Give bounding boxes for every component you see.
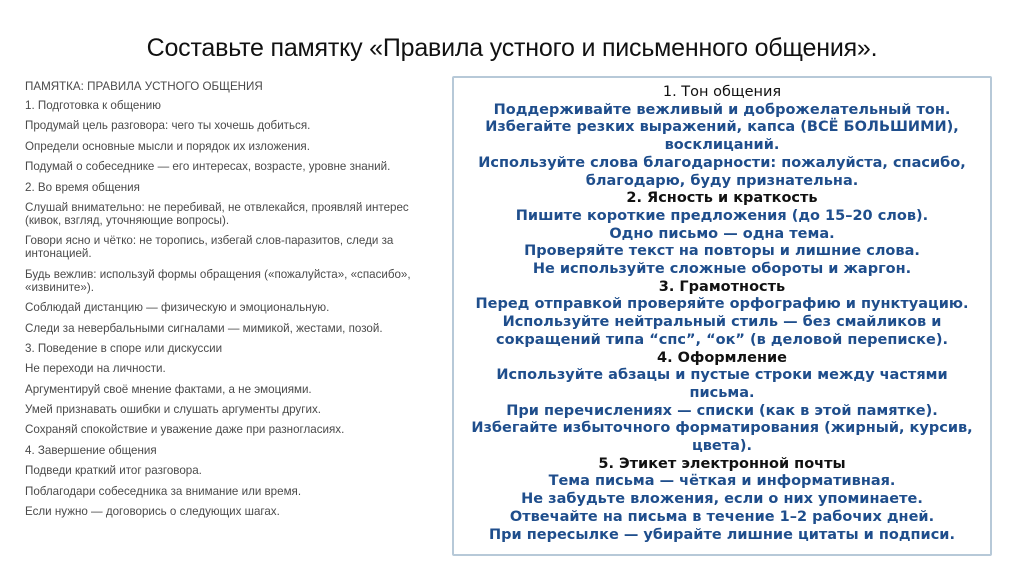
section-line: Используйте нейтральный стиль — без смайликов и сокращений типа “спс”, “ок” (в деловой переписке). [496,314,948,348]
section-line: Не используйте сложные обороты и жаргон. [532,261,912,278]
section-line: Используйте слова благодарности: пожалуйста, спасибо, благодарю, буду признательна. [478,154,966,189]
oral-rule-item: Подведи краткий итог разговора. [25,464,202,478]
oral-rule-item: Умей признавать ошибки и слушать аргументы других. [25,403,321,417]
section-line: Поддерживайте вежливый и доброжелательный тон. [493,101,951,118]
section-line: Проверяйте текст на повторы и лишние слова. [524,243,920,260]
section-line: Отвечайте на письма в течение 1–2 рабочих дней. [509,508,935,525]
oral-rule-item: Подумай о собеседнике — его интересах, возрасте, уровне знаний. [25,160,391,174]
oral-rule-item: 1. Подготовка к общению [25,99,161,112]
oral-rule-item: Поблагодари собеседника за внимание или время. [25,484,302,498]
slide-title: Составьте памятку «Правила устного и письменного общения». [146,34,878,62]
written-rules-box [452,76,992,556]
section-line: При перечислениях — списки (как в этой памятке). [506,402,938,419]
oral-rule-item: Слушай внимательно: не перебивай, не отвлекайся, проявляй интерес (кивок, взгляд, уточняющие вопросы). [25,200,409,227]
section-title-tone: 1. Тон общения [662,84,782,100]
oral-rules-heading: ПАМЯТКА: ПРАВИЛА УСТНОГО ОБЩЕНИЯ [25,80,263,93]
written-rules-content [466,84,978,544]
section-line: Избегайте резких выражений, капса (ВСЁ БОЛЬШИМИ), восклицаний. [485,119,959,154]
oral-rule-item: Аргументируй своё мнение фактами, а не эмоциями. [25,382,312,396]
section-line: Не забудьте вложения, если о них упоминаете. [521,491,923,508]
oral-rule-item: Не переходи на личности. [25,362,166,376]
section-line: При пересылке — убирайте лишние цитаты и подписи. [489,526,955,543]
section-title-clarity: 2. Ясность и краткость [626,190,818,207]
oral-rule-item: 4. Завершение общения [25,443,157,457]
oral-rule-item: Следи за невербальными сигналами — мимикой, жестами, позой. [25,321,383,335]
section-title-formatting: 4. Оформление [656,349,788,366]
oral-rule-item: Соблюдай дистанцию — физическую и эмоциональную. [25,301,330,315]
section-line: Используйте абзацы и пустые строки между частями письма. [496,367,948,401]
oral-rule-item: 2. Во время общения [25,180,140,194]
oral-rule-item: Сохраняй спокойствие и уважение даже при разногласиях. [25,423,345,437]
oral-rule-item: Определи основные мысли и порядок их изложения. [25,139,310,153]
oral-rule-item: Если нужно — договорись о следующих шагах. [25,505,280,519]
section-line: Пишите короткие предложения (до 15–20 слов). [515,207,929,224]
section-line: Тема письма — чёткая и информативная. [548,473,896,490]
section-line: Перед отправкой проверяйте орфографию и пунктуацию. [475,296,969,313]
oral-rule-item: Говори ясно и чётко: не торопись, избегай слов-паразитов, следи за интонацией. [25,234,394,261]
oral-rule-item: Будь вежлив: используй формы обращения («пожалуйста», «спасибо», «извините»). [25,267,411,294]
oral-rule-item: 3. Поведение в споре или дискуссии [25,341,223,355]
section-title-email-etiquette: 5. Этикет электронной почты [598,455,846,472]
oral-rule-item: Продумай цель разговора: чего ты хочешь добиться. [25,119,311,133]
section-line: Избегайте избыточного форматирования (жирный, курсив, цвета). [471,420,973,455]
section-line: Одно письмо — одна тема. [609,225,835,242]
oral-rules-column [25,80,445,525]
section-title-literacy: 3. Грамотность [658,278,786,295]
